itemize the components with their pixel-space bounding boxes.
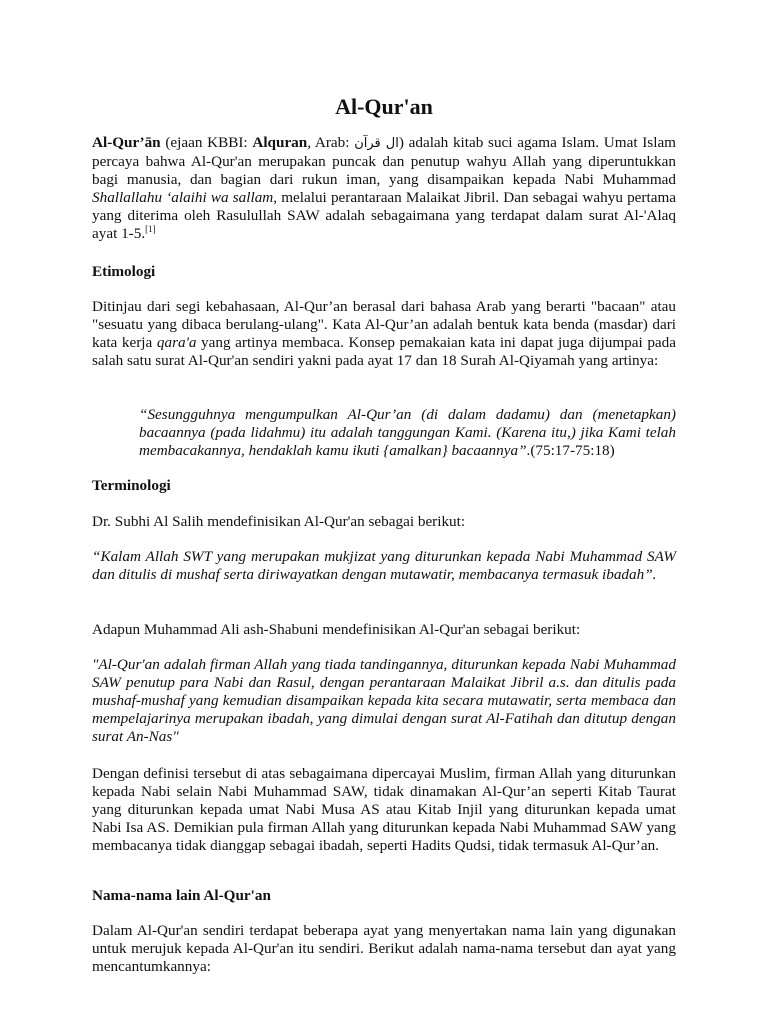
- intro-honorific: Shallallahu ‘alaihi wa sallam: [92, 189, 274, 206]
- terminologi-paragraph-2: Adapun Muhammad Ali ash-Shabuni mendefinisikan Al-Qur'an sebagai berikut:: [92, 621, 581, 638]
- intro-text-4: , melalui perantaraan Malaikat Jibril. Dan sebagai wahyu pertama yang diterima oleh Rasulullah SAW adalah sebagaimana yang terdapat dalam surat Al-'Alaq ayat 1-5.: [92, 189, 676, 242]
- intro-text-2: , Arab:: [307, 134, 355, 151]
- etimologi-italic-term: qara'a: [156, 334, 197, 351]
- heading-terminologi: Terminologi: [92, 477, 171, 494]
- intro-text-3: ) adalah kitab suci agama Islam. Umat Islam percaya bahwa Al-Qur'an merupakan puncak dan penutup wahyu Allah yang diperuntukkan bagi manusia, dan bagian dari rukun iman, yang disampaikan kepada Nabi Muhammad: [92, 134, 676, 188]
- intro-kbbi: Alquran: [252, 134, 308, 151]
- terminologi-quote-1: “Kalam Allah SWT yang merupakan mukjizat yang diturunkan kepada Nabi Muhammad SAW dan ditulis di mushaf serta diriwayatkan dengan mutawatir, membacanya termasuk ibadah”.: [92, 548, 676, 583]
- terminologi-paragraph-3: Dengan definisi tersebut di atas sebagaimana dipercayai Muslim, firman Allah yang diturunkan kepada Nabi selain Nabi Muhammad SAW, tidak dinamakan Al-Qur’an seperti Kitab Taurat yang diturunkan kepada umat Nabi Musa AS atau Kitab Injil yang diturunkan kepada umat Nabi Isa AS. Demikian pula firman Allah yang diturunkan kepada Nabi Muhammad SAW yang membacanya tidak dianggap sebagai ibadah, seperti Hadits Qudsi, tidak termasuk Al-Qur’an.: [92, 765, 676, 854]
- intro-paragraph: [92, 134, 676, 243]
- terminologi-quote-2: "Al-Qur'an adalah firman Allah yang tiada tandingannya, diturunkan kepada Nabi Muhammad SAW penutup para Nabi dan Rasul, dengan perantaraan Malaikat Jibril a.s. dan ditulis pada mushaf-mushaf yang kemudian disampaikan kepada kita secara mutawatir, serta membaca dan mempelajarinya merupakan ibadah, yang dimulai dengan surat Al-Fatihah dan ditutup dengan surat An-Nas": [92, 656, 676, 745]
- etimologi-quote-text: “Sesungguhnya mengumpulkan Al-Qur’an (di dalam dadamu) dan (menetapkan) bacaannya (pada lidahmu) itu adalah tanggungan Kami. (Karena itu,) jika Kami telah membacakannya, hendaklah kamu ikuti {amalkan} bacaannya”: [139, 406, 676, 459]
- heading-nama-lain: Nama-nama lain Al-Qur'an: [92, 887, 271, 904]
- etimologi-quote-ref: .(75:17-75:18): [526, 442, 615, 459]
- heading-etimologi: Etimologi: [92, 263, 156, 280]
- intro-text-1: (ejaan KBBI:: [160, 134, 253, 151]
- etimologi-text-2: yang artinya membaca. Konsep pemakaian kata ini dapat juga dijumpai pada salah satu surat Al-Qur'an sendiri yakni pada ayat 17 dan 18 Surah Al-Qiyamah yang artinya:: [92, 334, 676, 369]
- intro-term: Al-Qur’ān: [92, 134, 161, 151]
- intro-arabic: ال قرآن: [354, 136, 399, 151]
- page-title: Al-Qur'an: [335, 94, 433, 119]
- footnote-link[interactable]: [1]: [145, 223, 156, 234]
- etimologi-paragraph: [92, 298, 676, 370]
- etimologi-text-1: Ditinjau dari segi kebahasaan, Al-Qur’an berasal dari bahasa Arab yang berarti "bacaan" atau "sesuatu yang dibaca berulang-ulang". Kata Al-Qur’an adalah bentuk kata benda (masdar) dari kata kerja: [92, 298, 676, 351]
- terminologi-paragraph-1: Dr. Subhi Al Salih mendefinisikan Al-Qur'an sebagai berikut:: [92, 513, 466, 530]
- nama-lain-paragraph: Dalam Al-Qur'an sendiri terdapat beberapa ayat yang menyertakan nama lain yang digunakan untuk merujuk kepada Al-Qur'an itu sendiri. Berikut adalah nama-nama tersebut dan ayat yang mencantumkannya:: [92, 922, 676, 975]
- etimologi-quote: [139, 406, 676, 460]
